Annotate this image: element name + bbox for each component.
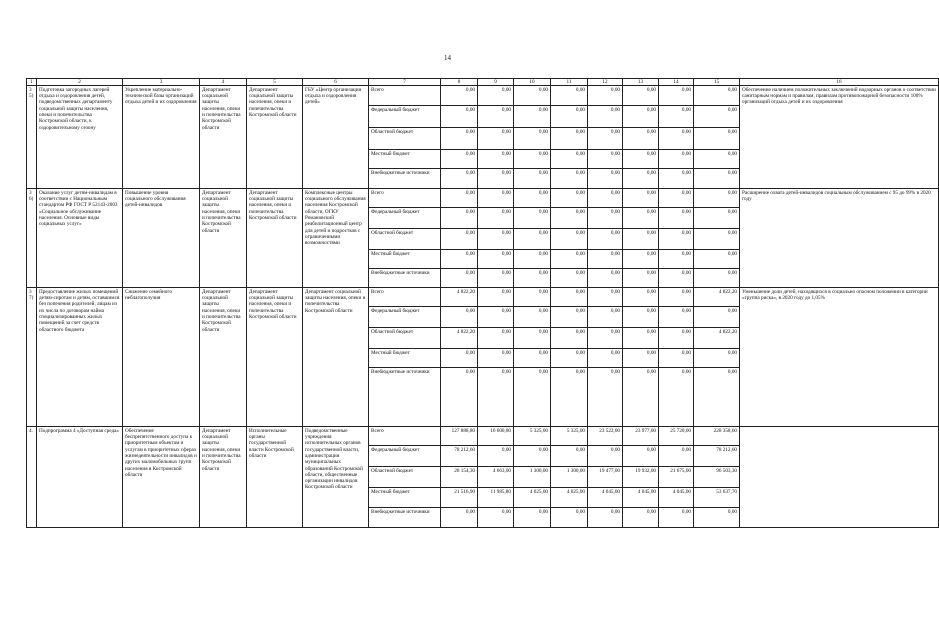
amount-cell: 23 522,00 (588, 427, 623, 446)
amount-cell: 28 154,30 (441, 467, 478, 488)
funding-source-label: Внебюджетные источники (369, 508, 441, 528)
amount-cell: 4 025,00 (514, 488, 551, 508)
funding-source-label: Федеральный бюджет (369, 446, 441, 467)
target-indicator-cell: Расширение охвата детей-инвалидов социальным обслуживанием с 95 до 99% в 2020 году (740, 189, 939, 288)
amount-cell: 0,00 (659, 269, 694, 288)
funding-source-label: Внебюджетные источники (369, 269, 441, 288)
amount-cell: 0,00 (623, 189, 659, 208)
funding-source-label: Всего (369, 288, 441, 307)
amount-cell: 0,00 (514, 86, 551, 106)
coordinator-cell: Исполнительные органы государственной власти Костромской области (247, 427, 303, 528)
amount-cell: 0,00 (514, 328, 551, 349)
amount-cell: 5 325,00 (514, 427, 551, 446)
amount-cell: 0,00 (514, 307, 551, 328)
amount-cell: 0,00 (588, 106, 623, 128)
amount-cell: 0,00 (441, 508, 478, 528)
measure-name-cell: Подпрограмма 4 «Доступная среда» (37, 427, 123, 528)
amount-cell: 0,00 (441, 229, 478, 250)
amount-cell: 0,00 (659, 189, 694, 208)
amount-cell: 0,00 (478, 328, 514, 349)
amount-cell: 78 212,60 (441, 446, 478, 467)
amount-cell: 0,00 (478, 208, 514, 229)
amount-cell: 4 045,00 (659, 488, 694, 508)
col-header: 9 (478, 79, 514, 86)
amount-cell: 4 822,20 (694, 288, 740, 307)
amount-cell: 0,00 (588, 150, 623, 169)
amount-cell: 78 212,60 (694, 446, 740, 467)
funding-source-label: Федеральный бюджет (369, 208, 441, 229)
amount-cell: 0,00 (694, 229, 740, 250)
amount-cell: 0,00 (514, 229, 551, 250)
amount-cell: 0,00 (623, 150, 659, 169)
amount-cell: 0,00 (441, 349, 478, 368)
amount-cell: 0,00 (478, 250, 514, 269)
amount-cell: 0,00 (514, 269, 551, 288)
amount-cell: 0,00 (659, 250, 694, 269)
measure-name-cell: Подготовка загородных лагерей отдыха и оздоровления детей, подведомственных департаменту социальной защиты населения, опеки и попечительства Костромской области, к оздоровительному сезону (37, 86, 123, 189)
amount-cell: 0,00 (478, 307, 514, 328)
executor-cell: Комплексные центры социального обслуживания населения Костромской области, ОГКУ Романовский реабилитационный центр для детей и подростков с ограниченными возможностями (303, 189, 369, 288)
amount-cell: 0,00 (623, 269, 659, 288)
amount-cell: 0,00 (441, 307, 478, 328)
target-indicator-cell: Обеспечение наличием положительных заключений надзорных органов о соответствии санитарным нормам и правилам, правилам противопожарной безопасности 100% организаций отдыха детей и их оздоровления (740, 86, 939, 189)
amount-cell: 0,00 (478, 446, 514, 467)
amount-cell: 0,00 (694, 86, 740, 106)
amount-cell: 0,00 (478, 189, 514, 208)
amount-cell: 0,00 (514, 208, 551, 229)
amount-cell: 0,00 (478, 508, 514, 528)
row-number-cell: 35) (27, 86, 37, 189)
amount-cell: 0,00 (441, 368, 478, 427)
amount-cell: 23 977,00 (623, 427, 659, 446)
target-indicator-cell: Уменьшение доли детей, находящихся в социально опасном положении в категории «группа риска», в 2020 году до 1,05% (740, 288, 939, 427)
amount-cell: 0,00 (551, 307, 588, 328)
amount-cell: 1 300,00 (514, 467, 551, 488)
col-header: 6 (303, 79, 369, 86)
amount-cell: 0,00 (623, 250, 659, 269)
coordinator-cell: Департамент социальной защиты населения, опеки и попечительства Костромской области (247, 288, 303, 427)
amount-cell: 0,00 (659, 86, 694, 106)
amount-cell: 0,00 (623, 446, 659, 467)
amount-cell: 0,00 (623, 229, 659, 250)
row-number-cell: 37) (27, 288, 37, 427)
amount-cell: 0,00 (478, 349, 514, 368)
coordinator-cell: Департамент социальной защиты населения, опеки и попечительства Костромской области (247, 86, 303, 189)
executor-cell: Подведомственные учреждения исполнительных органов государственной власти, администрации муниципальных образований Костромской области, общественные организации инвалидов Костромской области (303, 427, 369, 528)
col-header: 5 (247, 79, 303, 86)
amount-cell: 0,00 (659, 128, 694, 150)
col-header: 14 (659, 79, 694, 86)
amount-cell: 0,00 (659, 150, 694, 169)
amount-cell: 0,00 (478, 128, 514, 150)
amount-cell: 53 637,70 (694, 488, 740, 508)
amount-cell: 0,00 (551, 349, 588, 368)
amount-cell: 0,00 (551, 229, 588, 250)
amount-cell: 0,00 (478, 269, 514, 288)
amount-cell: 0,00 (659, 446, 694, 467)
amount-cell: 0,00 (551, 250, 588, 269)
expected-result-cell: Повышение уровня социального обслуживания детей-инвалидов (123, 189, 200, 288)
amount-cell: 0,00 (514, 189, 551, 208)
amount-cell: 0,00 (659, 328, 694, 349)
amount-cell: 0,00 (694, 189, 740, 208)
amount-cell: 4 822,20 (694, 328, 740, 349)
page-number: 14 (444, 54, 451, 62)
funding-source-label: Местный бюджет (369, 488, 441, 508)
amount-cell: 0,00 (551, 128, 588, 150)
amount-cell: 19 477,00 (588, 467, 623, 488)
amount-cell: 0,00 (441, 150, 478, 169)
col-header: 15 (694, 79, 740, 86)
row-number-cell: 4. (27, 427, 37, 528)
funding-source-label: Федеральный бюджет (369, 307, 441, 328)
amount-cell: 0,00 (623, 307, 659, 328)
amount-cell: 0,00 (551, 169, 588, 189)
funding-source-label: Областной бюджет (369, 229, 441, 250)
amount-cell: 0,00 (551, 368, 588, 427)
amount-cell: 0,00 (694, 269, 740, 288)
target-indicator-cell (740, 427, 939, 528)
amount-cell: 0,00 (514, 106, 551, 128)
funding-source-label: Местный бюджет (369, 349, 441, 368)
amount-cell: 0,00 (551, 328, 588, 349)
amount-cell: 0,00 (441, 169, 478, 189)
amount-cell: 0,00 (478, 368, 514, 427)
amount-cell: 0,00 (659, 208, 694, 229)
amount-cell: 0,00 (588, 128, 623, 150)
amount-cell: 0,00 (551, 208, 588, 229)
table-row (27, 427, 939, 446)
funding-source-label: Федеральный бюджет (369, 106, 441, 128)
measure-name-cell: Предоставление жилых помещений детям-сиротам и детям, оставшимся без попечения родителей, лицам из их числа по договорам найма специализированных жилых помещений за счет средств областного бюджета (37, 288, 123, 427)
amount-cell: 0,00 (588, 189, 623, 208)
amount-cell: 0,00 (551, 150, 588, 169)
amount-cell: 19 932,00 (623, 467, 659, 488)
amount-cell: 0,00 (441, 189, 478, 208)
expected-result-cell: Укрепление материально-технической базы организаций отдыха детей и их оздоровления (123, 86, 200, 189)
amount-cell: 0,00 (659, 169, 694, 189)
customer-cell: Департамент социальной защиты населения, опеки и попечительства Костромской области (200, 288, 247, 427)
amount-cell: 0,00 (659, 508, 694, 528)
amount-cell: 0,00 (478, 106, 514, 128)
amount-cell: 0,00 (551, 269, 588, 288)
amount-cell: 0,00 (623, 208, 659, 229)
amount-cell: 0,00 (514, 349, 551, 368)
table-row (27, 86, 939, 106)
executor-cell: Департамент социальной защиты населения, опеки и попечительства Костромской области (303, 288, 369, 427)
funding-source-label: Областной бюджет (369, 467, 441, 488)
col-header: 4 (200, 79, 247, 86)
column-number-row (27, 79, 939, 86)
col-header: 3 (123, 79, 200, 86)
amount-cell: 0,00 (694, 169, 740, 189)
amount-cell: 0,00 (441, 269, 478, 288)
amount-cell: 0,00 (514, 446, 551, 467)
amount-cell: 0,00 (441, 106, 478, 128)
amount-cell: 4 663,00 (478, 467, 514, 488)
amount-cell: 0,00 (588, 250, 623, 269)
amount-cell: 4 822,20 (441, 288, 478, 307)
amount-cell: 0,00 (623, 128, 659, 150)
amount-cell: 0,00 (694, 307, 740, 328)
amount-cell: 0,00 (441, 208, 478, 229)
expected-result-cell: Обеспечение беспрепятственного доступа к приоритетным объектам и услугам в приоритетных сферах жизнедеятельности инвалидов и других маломобильных групп населения в Костромской области (123, 427, 200, 528)
customer-cell: Департамент социальной защиты населения, опеки и попечительства Костромской области (200, 189, 247, 288)
amount-cell: 11 985,80 (478, 488, 514, 508)
amount-cell: 0,00 (588, 349, 623, 368)
amount-cell: 0,00 (588, 328, 623, 349)
customer-cell: Департамент социальной защиты населения, опеки и попечительства Костромской области (200, 86, 247, 189)
funding-source-label: Местный бюджет (369, 150, 441, 169)
amount-cell: 0,00 (478, 150, 514, 169)
amount-cell: 0,00 (588, 288, 623, 307)
amount-cell: 0,00 (588, 169, 623, 189)
amount-cell: 0,00 (551, 189, 588, 208)
amount-cell: 0,00 (623, 288, 659, 307)
amount-cell: 21 675,00 (659, 467, 694, 488)
amount-cell: 0,00 (694, 128, 740, 150)
amount-cell: 0,00 (514, 128, 551, 150)
col-header: 7 (369, 79, 441, 86)
amount-cell: 0,00 (694, 150, 740, 169)
amount-cell: 0,00 (514, 508, 551, 528)
amount-cell: 0,00 (659, 368, 694, 427)
col-header: 8 (441, 79, 478, 86)
amount-cell: 0,00 (551, 508, 588, 528)
col-header: 1 (27, 79, 37, 86)
amount-cell: 0,00 (694, 208, 740, 229)
amount-cell: 0,00 (659, 349, 694, 368)
row-number-cell: 36) (27, 189, 37, 288)
amount-cell: 0,00 (623, 106, 659, 128)
funding-source-label: Всего (369, 427, 441, 446)
amount-cell: 0,00 (441, 128, 478, 150)
amount-cell: 0,00 (694, 508, 740, 528)
col-header: 11 (551, 79, 588, 86)
amount-cell: 0,00 (514, 169, 551, 189)
table-row (27, 189, 939, 208)
amount-cell: 0,00 (694, 106, 740, 128)
amount-cell: 96 503,30 (694, 467, 740, 488)
amount-cell: 0,00 (694, 349, 740, 368)
program-table (26, 78, 939, 528)
amount-cell: 0,00 (588, 307, 623, 328)
expected-result-cell: Снижение семейного неблагополучия (123, 288, 200, 427)
amount-cell: 0,00 (478, 86, 514, 106)
amount-cell: 0,00 (478, 169, 514, 189)
amount-cell: 228 358,60 (694, 427, 740, 446)
coordinator-cell: Департамент социальной защиты населения, опеки и попечительства Костромской области (247, 189, 303, 288)
amount-cell: 0,00 (623, 169, 659, 189)
amount-cell: 0,00 (514, 150, 551, 169)
amount-cell: 0,00 (659, 307, 694, 328)
amount-cell: 0,00 (514, 288, 551, 307)
executor-cell: ГБУ «Центр организации отдыха и оздоровления детей» (303, 86, 369, 189)
funding-source-label: Всего (369, 189, 441, 208)
amount-cell: 1 300,00 (551, 467, 588, 488)
amount-cell: 0,00 (588, 269, 623, 288)
col-header: 10 (514, 79, 551, 86)
customer-cell: Департамент социальной защиты населения, опеки и попечительства Костромской области (200, 427, 247, 528)
table-row (27, 288, 939, 307)
amount-cell: 0,00 (588, 368, 623, 427)
amount-cell: 127 888,80 (441, 427, 478, 446)
funding-source-label: Всего (369, 86, 441, 106)
funding-source-label: Внебюджетные источники (369, 368, 441, 427)
amount-cell: 0,00 (694, 250, 740, 269)
amount-cell: 0,00 (623, 368, 659, 427)
amount-cell: 0,00 (588, 508, 623, 528)
amount-cell: 5 325,00 (551, 427, 588, 446)
amount-cell: 0,00 (659, 288, 694, 307)
amount-cell: 0,00 (478, 288, 514, 307)
amount-cell: 4 045,00 (588, 488, 623, 508)
amount-cell: 16 600,80 (478, 427, 514, 446)
amount-cell: 0,00 (588, 208, 623, 229)
funding-source-label: Областной бюджет (369, 128, 441, 150)
amount-cell: 4 025,00 (551, 488, 588, 508)
amount-cell: 0,00 (551, 288, 588, 307)
col-header: 16 (740, 79, 939, 86)
col-header: 13 (623, 79, 659, 86)
amount-cell: 0,00 (551, 86, 588, 106)
amount-cell: 25 720,00 (659, 427, 694, 446)
amount-cell: 0,00 (441, 250, 478, 269)
measure-name-cell: Оказание услуг детям-инвалидам в соответствии с Национальным стандартом РФ ГОСТ Р 52143-2003 «Социальное обслуживание населения. Основные виды социальных услуг» (37, 189, 123, 288)
amount-cell: 0,00 (659, 229, 694, 250)
amount-cell: 0,00 (514, 368, 551, 427)
amount-cell: 4 045,00 (623, 488, 659, 508)
col-header: 2 (37, 79, 123, 86)
amount-cell: 0,00 (623, 508, 659, 528)
amount-cell: 0,00 (441, 86, 478, 106)
amount-cell: 0,00 (623, 349, 659, 368)
amount-cell: 21 516,90 (441, 488, 478, 508)
amount-cell: 4 822,20 (441, 328, 478, 349)
amount-cell: 0,00 (623, 328, 659, 349)
amount-cell: 0,00 (623, 86, 659, 106)
amount-cell: 0,00 (551, 446, 588, 467)
funding-source-label: Областной бюджет (369, 328, 441, 349)
funding-source-label: Внебюджетные источники (369, 169, 441, 189)
amount-cell: 0,00 (588, 229, 623, 250)
funding-source-label: Местный бюджет (369, 250, 441, 269)
amount-cell: 0,00 (478, 229, 514, 250)
amount-cell: 0,00 (551, 106, 588, 128)
amount-cell: 0,00 (659, 106, 694, 128)
amount-cell: 0,00 (588, 446, 623, 467)
amount-cell: 0,00 (694, 368, 740, 427)
col-header: 12 (588, 79, 623, 86)
amount-cell: 0,00 (514, 250, 551, 269)
amount-cell: 0,00 (588, 86, 623, 106)
